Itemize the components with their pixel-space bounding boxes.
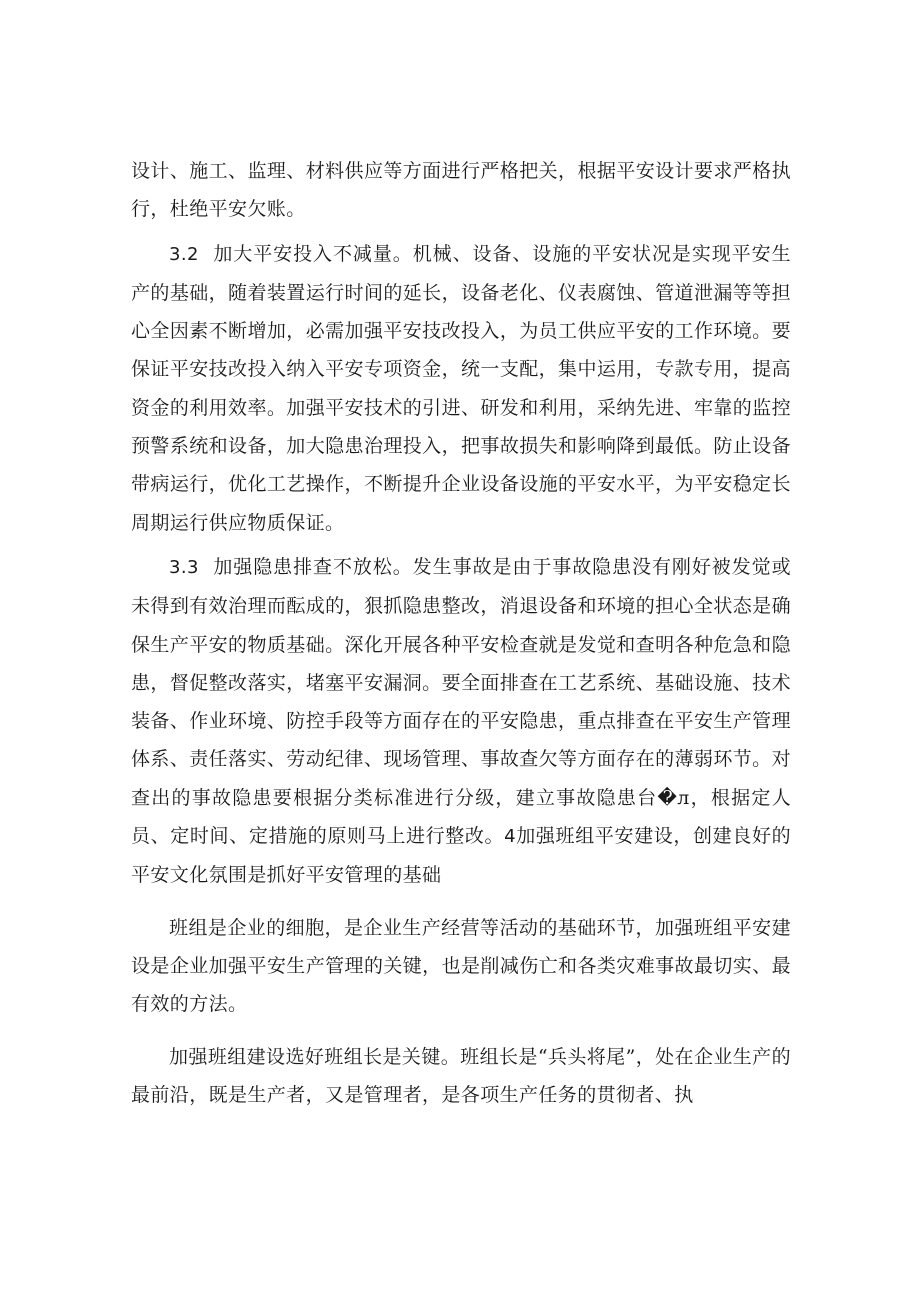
section-4-heading: 加强班组平安建设，创建良好的平安文化氛围是抓好平安管理的基础	[131, 825, 791, 887]
paragraph-section-3-3	[131, 548, 791, 895]
paragraph-text: 加强隐患排查不放松。发生事故是由于事故隐患没有刚好被发觉或未得到有效治理而酝成的，狠抓隐患整改，消退设备和环境的担心全状态是确保生产平安的物质基础。深化开展各种平安检查就是发觉和查明各种危急和隐患，督促整改落实，堵塞平安漏洞。要全面排查在工艺系统、基础设施、技术装备、作业环境、防控手段等方面存在的平安隐患，重点排查在平安生产管理体系、责任落实、劳动纪律、现场管理、事故查欠等方面存在的薄弱环节。对查出的事故隐患要根据分类标准进行分级，建立事故隐患台�л，根据定人员、定时间、定措施的原则马上进行整改。	[131, 555, 791, 848]
section-4-number: 4	[504, 826, 517, 848]
paragraph-team-leader	[131, 1038, 791, 1115]
section-number: 3.3	[169, 556, 199, 578]
body-text	[131, 152, 791, 1114]
paragraph-continuation	[131, 152, 791, 229]
paragraph-text: 加大平安投入不减量。机械、设备、设施的平安状况是实现平安生产的基础，随着装置运行时间的延长，设备老化、仪表腐蚀、管道泄漏等等担心全因素不断增加，必需加强平安技改投入，为员工供应平安的工作环境。要保证平安技改投入纳入平安专项资金，统一支配，集中运用，专款专用，提高资金的利用效率。加强平安技术的引进、研发和利用，采纳先进、牢靠的监控预警系统和设备，加大隐患治理投入，把事故损失和影响降到最低。防止设备带病运行，优化工艺操作，不断提升企业设备设施的平安水平，为平安稳定长周期运行供应物质保证。	[131, 242, 791, 534]
paragraph-section-3-2	[131, 235, 791, 542]
section-number: 3.2	[169, 243, 199, 265]
paragraph-text: 加强班组建设选好班组长是关键。班组长是“兵头将尾”，处在企业生产的最前沿，既是生产者，又是管理者，是各项生产任务的贯彻者、执	[131, 1045, 791, 1106]
paragraph-team-cell	[131, 909, 791, 1024]
paragraph-text: 设计、施工、监理、材料供应等方面进行严格把关，根据平安设计要求严格执行，杜绝平安欠账。	[131, 160, 791, 221]
paragraph-text: 班组是企业的细胞，是企业生产经营等活动的基础环节，加强班组平安建设是企业加强平安生产管理的关键，也是削减伤亡和各类灾难事故最切实、最有效的方法。	[131, 916, 791, 1016]
